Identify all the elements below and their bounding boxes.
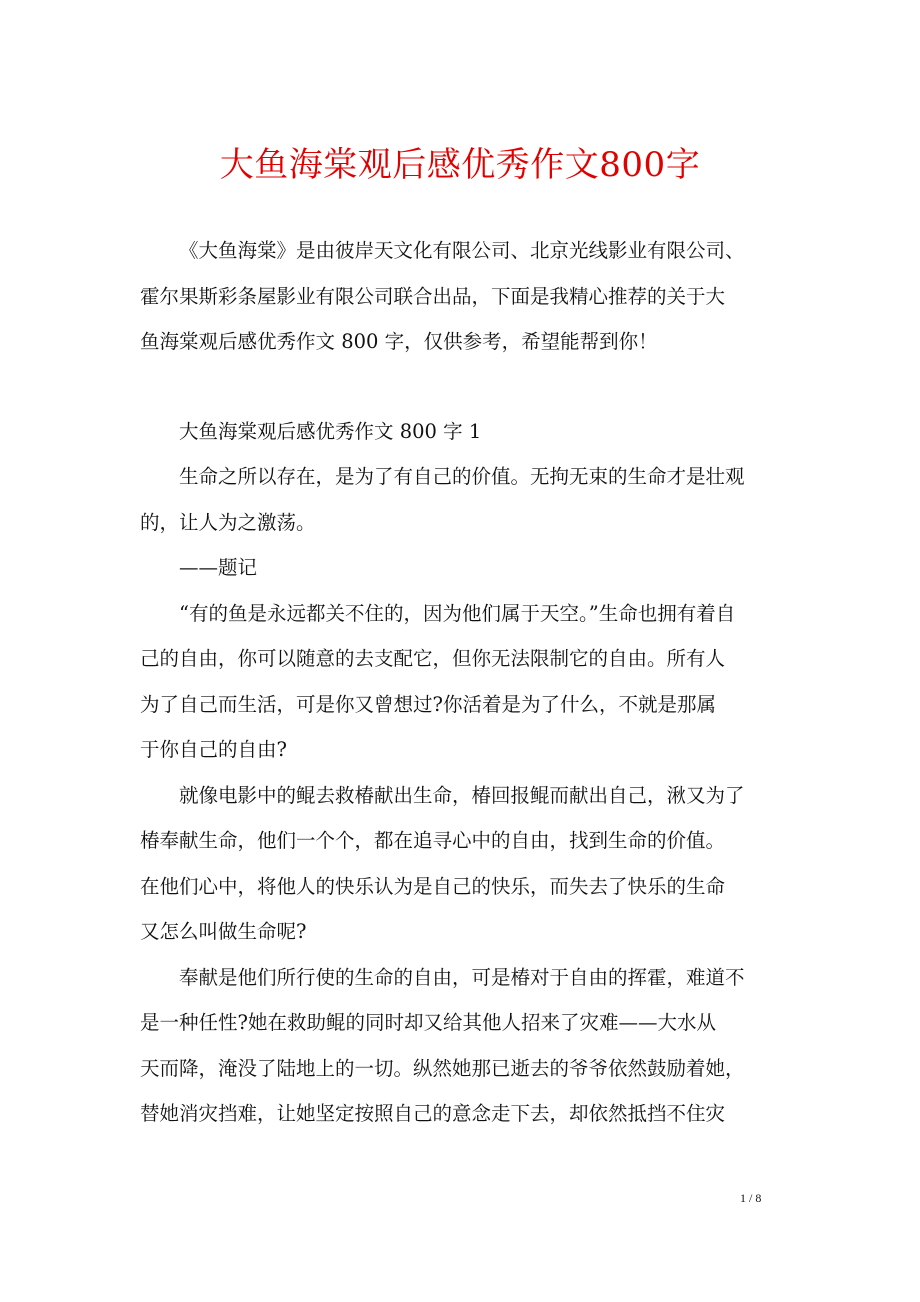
document-title: 大鱼海棠观后感优秀作文800字 [219,145,701,185]
text-line: 是一种任性?她在救助鲲的同时却又给其他人招来了灾难——大水从 [140,1011,716,1034]
text-line: “有的鱼是永远都关不住的，因为他们属于天空。”生命也拥有着自 [179,601,736,625]
text-line: 椿奉献生命，他们一个个，都在追寻心中的自由，找到生命的价值。 [140,829,726,852]
text-line: 就像电影中的鲲去救椿献出生命，椿回报鲲而献出自己，湫又为了 [179,783,745,807]
section-heading-text: 大鱼海棠观后感优秀作文 800 字 1 [179,419,482,443]
text-line: 奉献是他们所行使的生命的自由，可是椿对于自由的挥霍，难道不 [179,965,745,989]
body-paragraph [140,955,788,1137]
page-number: 1 / 8 [740,1191,762,1205]
text-line: 鱼海棠观后感优秀作文 800 字，仅供参考，希望能帮到你！ [140,330,658,353]
epigraph-attribution [140,545,788,591]
document-body [140,228,788,1137]
intro-paragraph [140,228,788,365]
text-line: 于你自己的自由? [140,738,287,761]
text-line: 又怎么叫做生命呢? [140,920,307,943]
text-line: 为了自己而生活，可是你又曾想过?你活着是为了什么，不就是那属 [140,692,716,716]
text-line: 生命之所以存在，是为了有自己的价值。无拘无束的生命才是壮观 [179,465,745,488]
body-paragraph [140,454,788,545]
text-line: 天而降，淹没了陆地上的一切。纵然她那已逝去的爷爷依然鼓励着她， [140,1056,745,1080]
body-paragraph [140,773,788,955]
text-line: ——题记 [179,556,258,579]
text-line: 的，让人为之激荡。 [140,510,316,534]
text-line: 己的自由，你可以随意的去支配它，但你无法限制它的自由。所有人 [140,647,726,670]
text-line: 《大鱼海棠》是由彼岸天文化有限公司、北京光线影业有限公司、 [179,239,745,262]
body-paragraph [140,591,788,773]
text-line: 在他们心中，将他人的快乐认为是自己的快乐，而失去了快乐的生命 [140,874,726,898]
text-line: 替她消灾挡难，让她坚定按照自己的意念走下去，却依然抵挡不住灾 [140,1102,726,1125]
text-line: 霍尔果斯彩条屋影业有限公司联合出品，下面是我精心推荐的关于大 [140,284,726,308]
section-heading [140,409,788,455]
